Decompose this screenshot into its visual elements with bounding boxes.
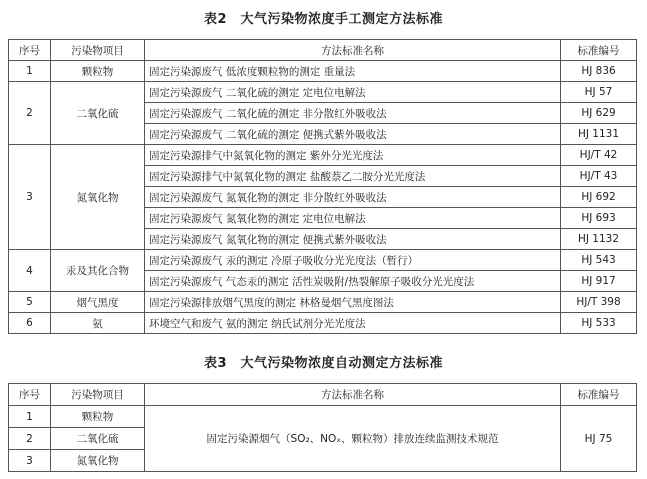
row-code: HJ 57 — [561, 82, 637, 103]
row-pollutant: 氨 — [51, 313, 145, 334]
row-method: 固定污染源排气中氮氧化物的测定 紫外分光光度法 — [145, 145, 561, 166]
row-method: 固定污染源废气 氮氧化物的测定 非分散红外吸收法 — [145, 187, 561, 208]
header-method: 方法标准名称 — [145, 384, 561, 406]
row-code: HJ 692 — [561, 187, 637, 208]
row-code: HJ/T 43 — [561, 166, 637, 187]
header-no: 序号 — [9, 384, 51, 406]
table-row — [9, 292, 637, 313]
row-method: 固定污染源废气 气态汞的测定 活性炭吸附/热裂解原子吸收分光光度法 — [145, 271, 561, 292]
header-method: 方法标准名称 — [145, 40, 561, 61]
row-code: HJ 533 — [561, 313, 637, 334]
row-method: 固定污染源废气 氮氧化物的测定 定电位电解法 — [145, 208, 561, 229]
row-method: 固定污染源废气 低浓度颗粒物的测定 重量法 — [145, 61, 561, 82]
row-no: 5 — [9, 292, 51, 313]
header-no: 序号 — [9, 40, 51, 61]
row-code: HJ/T 42 — [561, 145, 637, 166]
row-pollutant: 二氧化硫 — [51, 82, 145, 145]
row-no: 3 — [9, 450, 51, 472]
row-code: HJ 543 — [561, 250, 637, 271]
row-method: 固定污染源排放烟气黑度的测定 林格曼烟气黑度图法 — [145, 292, 561, 313]
row-no: 2 — [9, 428, 51, 450]
row-code: HJ 1131 — [561, 124, 637, 145]
row-pollutant: 颗粒物 — [51, 61, 145, 82]
row-code: HJ 629 — [561, 103, 637, 124]
header-pollutant: 污染物项目 — [51, 40, 145, 61]
row-no: 2 — [9, 82, 51, 145]
row-method: 固定污染源废气 氮氧化物的测定 便携式紫外吸收法 — [145, 229, 561, 250]
table-row — [9, 406, 637, 428]
row-method: 固定污染源烟气（SO₂、NOₓ、颗粒物）排放连续监测技术规范 — [145, 406, 561, 472]
row-code: HJ 693 — [561, 208, 637, 229]
table2-header-row — [9, 40, 637, 61]
row-no: 4 — [9, 250, 51, 292]
table-row — [9, 145, 637, 166]
row-method: 固定污染源废气 汞的测定 冷原子吸收分光光度法（暂行） — [145, 250, 561, 271]
row-method: 固定污染源废气 二氧化硫的测定 非分散红外吸收法 — [145, 103, 561, 124]
row-code: HJ 836 — [561, 61, 637, 82]
row-pollutant: 氮氧化物 — [51, 450, 145, 472]
row-code: HJ 917 — [561, 271, 637, 292]
header-pollutant: 污染物项目 — [51, 384, 145, 406]
row-code: HJ/T 398 — [561, 292, 637, 313]
row-method: 固定污染源排气中氮氧化物的测定 盐酸萘乙二胺分光光度法 — [145, 166, 561, 187]
header-code: 标准编号 — [561, 384, 637, 406]
table2-title: 表2 大气污染物浓度手工测定方法标准 — [203, 12, 444, 27]
table2 — [8, 39, 637, 334]
row-method: 固定污染源废气 二氧化硫的测定 定电位电解法 — [145, 82, 561, 103]
row-no: 1 — [9, 406, 51, 428]
row-no: 3 — [9, 145, 51, 250]
header-code: 标准编号 — [561, 40, 637, 61]
row-pollutant: 烟气黑度 — [51, 292, 145, 313]
row-method: 环境空气和废气 氨的测定 纳氏试剂分光光度法 — [145, 313, 561, 334]
row-code: HJ 75 — [561, 406, 637, 472]
table-row — [9, 61, 637, 82]
table-row — [9, 82, 637, 103]
row-code: HJ 1132 — [561, 229, 637, 250]
row-no: 1 — [9, 61, 51, 82]
row-pollutant: 颗粒物 — [51, 406, 145, 428]
table-row — [9, 313, 637, 334]
row-pollutant: 汞及其化合物 — [51, 250, 145, 292]
row-method: 固定污染源废气 二氧化硫的测定 便携式紫外吸收法 — [145, 124, 561, 145]
row-pollutant: 二氧化硫 — [51, 428, 145, 450]
table3-header-row — [9, 384, 637, 406]
table-row — [9, 250, 637, 271]
table3-title: 表3 大气污染物浓度自动测定方法标准 — [203, 356, 444, 371]
table3 — [8, 383, 637, 472]
row-pollutant: 氮氧化物 — [51, 145, 145, 250]
row-no: 6 — [9, 313, 51, 334]
